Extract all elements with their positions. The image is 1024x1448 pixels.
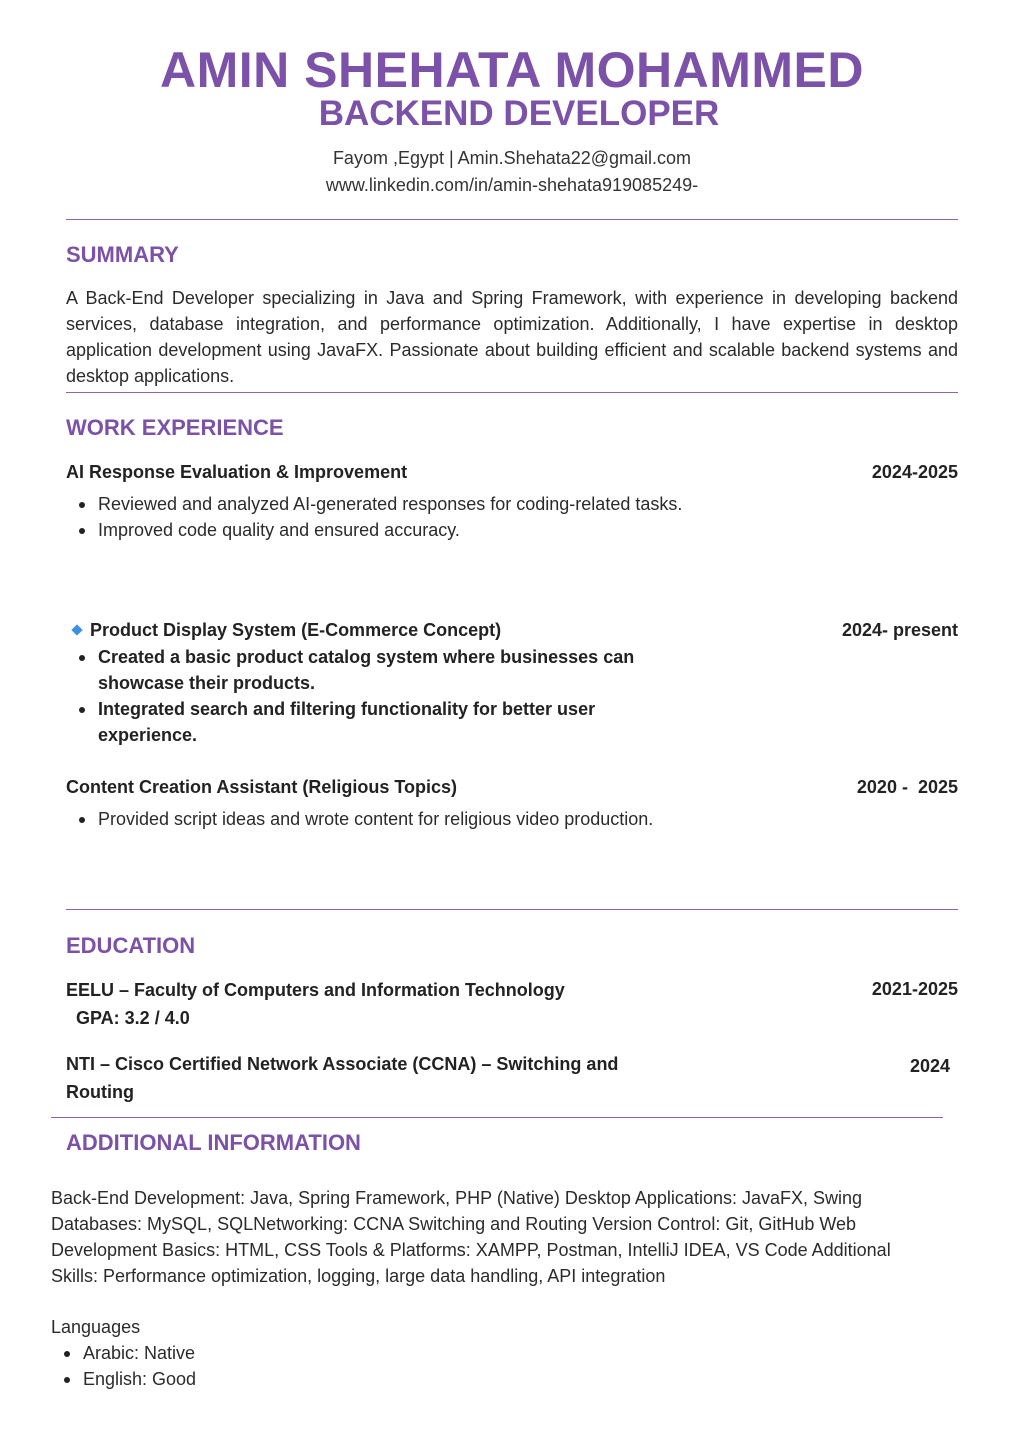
- work-experience-heading: WORK EXPERIENCE: [66, 415, 284, 440]
- job-bullets-1: [66, 491, 958, 543]
- languages-list: [51, 1340, 483, 1392]
- job-date-1: 2024-2025: [871, 462, 958, 482]
- job-title-2: Product Display System (E-Commerce Concept): [90, 620, 502, 640]
- additional-info-heading: ADDITIONAL INFORMATION: [66, 1130, 361, 1155]
- job-title-row-2: [66, 618, 501, 642]
- education-gpa: GPA: 3.2 / 4.0: [76, 1008, 190, 1028]
- education-heading: EDUCATION: [66, 933, 196, 958]
- list-item: Arabic: Native: [83, 1340, 483, 1366]
- job-bullets-2: [66, 644, 698, 748]
- education-title-1: EELU – Faculty of Computers and Information Technology: [66, 980, 565, 1000]
- candidate-name: AMIN SHEHATA MOHAMMED: [160, 42, 864, 98]
- contact-location-email: Fayom ,Egypt | Amin.Shehata22@gmail.com: [332, 148, 692, 168]
- diamond-icon: [71, 624, 82, 635]
- job-date-2: 2024- present: [841, 620, 958, 640]
- list-item: English: Good: [83, 1366, 483, 1392]
- divider: [66, 392, 958, 393]
- list-item: Improved code quality and ensured accuracy.: [98, 517, 958, 543]
- summary-text: A Back-End Developer specializing in Java and Spring Framework, with experience in developing backend services, database integration, and performance optimization. Additionally, I have expertise in desktop application development using JavaFX. Passionate about building efficient and scalable backend systems and desktop applications.: [66, 288, 958, 386]
- divider: [66, 909, 958, 910]
- job-title: BACKEND DEVELOPER: [318, 94, 720, 133]
- contact-linkedin: www.linkedin.com/in/amin-shehata919085249-: [325, 175, 699, 195]
- list-item: Reviewed and analyzed AI-generated responses for coding-related tasks.: [98, 491, 958, 517]
- additional-info-text: Back-End Development: Java, Spring Framework, PHP (Native) Desktop Applications: JavaFX, Swing Databases: MySQL, SQLNetworking: CCNA Switching and Routing Version Control: Git, GitHub Web Development Basics: HTML, CSS Tools & Platforms: XAMPP, Postman, IntelliJ IDEA, VS Code Additional Skills: Performance optimization, logging, large data handling, API integration: [51, 1188, 891, 1286]
- education-title-2: NTI – Cisco Certified Network Associate (CCNA) – Switching and Routing: [66, 1054, 619, 1102]
- list-item: Integrated search and filtering functionality for better user experience.: [98, 696, 698, 748]
- job-bullets-3: [66, 806, 958, 832]
- education-date-1: 2021-2025: [871, 979, 958, 999]
- job-title-1: AI Response Evaluation & Improvement: [66, 462, 408, 482]
- summary-heading: SUMMARY: [66, 242, 179, 267]
- education-date-2: 2024: [909, 1056, 950, 1076]
- divider: [66, 219, 958, 220]
- job-date-3: 2020 - 2025: [856, 777, 958, 797]
- languages-label: Languages: [51, 1317, 141, 1337]
- job-title-3: Content Creation Assistant (Religious Topics): [66, 777, 458, 797]
- list-item: Provided script ideas and wrote content for religious video production.: [98, 806, 958, 832]
- divider: [51, 1117, 943, 1118]
- list-item: Created a basic product catalog system where businesses can showcase their products.: [98, 644, 698, 696]
